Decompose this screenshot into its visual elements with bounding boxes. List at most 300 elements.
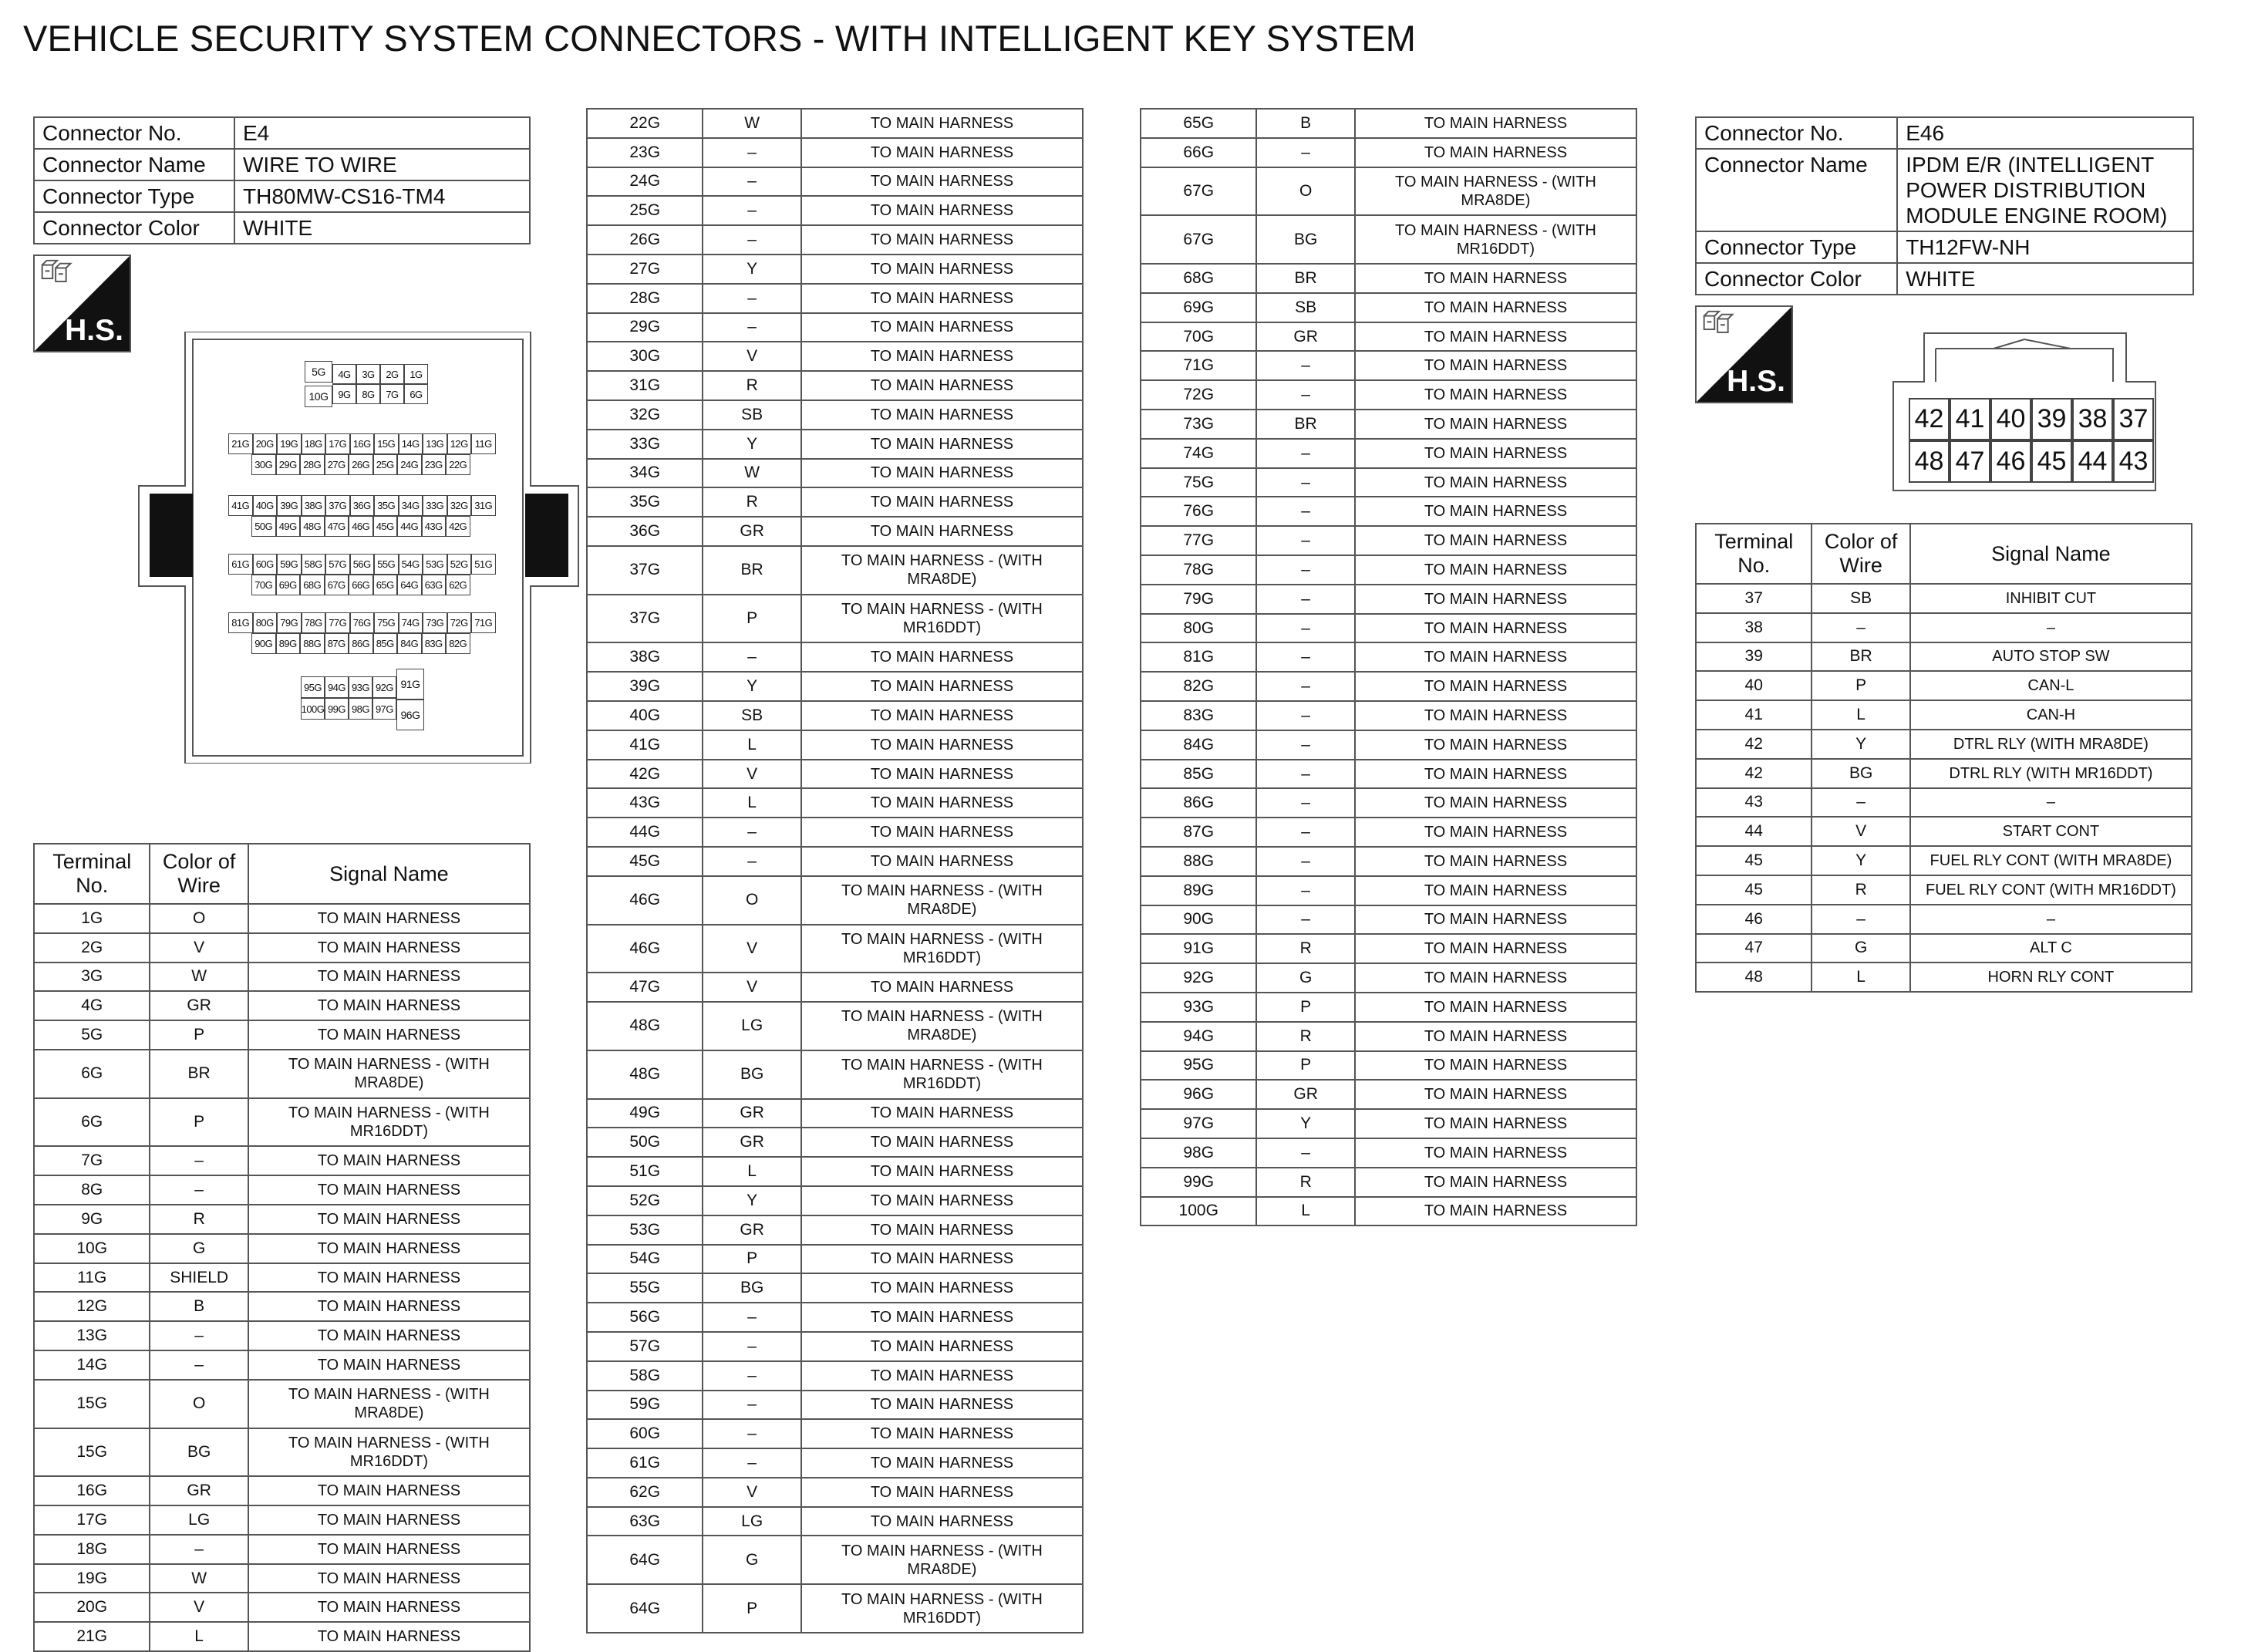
connector-cavity: 62G <box>446 575 470 595</box>
signal-name: TO MAIN HARNESS <box>1355 468 1636 497</box>
connector-cavity: 85G <box>373 633 398 654</box>
connector-cavity: 39G <box>277 495 302 516</box>
table-row <box>587 1303 1083 1332</box>
wire-color: BG <box>150 1428 248 1477</box>
connector-cavity: 86G <box>349 633 373 654</box>
connector-cavity: 61G <box>228 554 253 575</box>
connector-pin: 44 <box>2072 440 2113 483</box>
signal-name: TO MAIN HARNESS <box>1355 963 1636 993</box>
table-row <box>1141 905 1636 935</box>
signal-name: TO MAIN HARNESS <box>1355 585 1636 614</box>
connector-pin: 45 <box>2031 440 2072 483</box>
table-row <box>587 1245 1083 1274</box>
table-row <box>587 876 1083 925</box>
connector-cavity: 60G <box>253 554 278 575</box>
table-row <box>1141 963 1636 993</box>
wire-color: BG <box>703 1050 800 1099</box>
signal-name: TO MAIN HARNESS <box>1355 322 1636 352</box>
table-row <box>587 672 1083 701</box>
e4-connector-diagram <box>137 332 581 764</box>
signal-name: TO MAIN HARNESS <box>801 430 1083 459</box>
wire-color: – <box>1256 642 1354 672</box>
wire-color: BG <box>703 1273 800 1303</box>
terminal-no: 93G <box>1141 993 1256 1022</box>
table-row <box>1141 380 1636 410</box>
connector-cavity: 12G <box>447 433 472 454</box>
terminal-no: 30G <box>587 342 703 371</box>
signal-name: TO MAIN HARNESS <box>801 1099 1083 1128</box>
terminal-no: 92G <box>1141 963 1256 993</box>
table-row <box>587 1128 1083 1157</box>
signal-name: HORN RLY CONT <box>1910 963 2192 992</box>
table-row <box>34 1234 530 1263</box>
connector-cavity: 24G <box>397 454 422 475</box>
terminal-no: 42G <box>587 760 703 789</box>
signal-name: TO MAIN HARNESS <box>801 760 1083 789</box>
wire-color: V <box>1812 817 1909 846</box>
signal-name: TO MAIN HARNESS <box>1355 1138 1636 1168</box>
terminal-no: 94G <box>1141 1022 1256 1051</box>
terminal-no: 47 <box>1696 934 1812 963</box>
connector-cavity: 17G <box>325 433 350 454</box>
connector-cavity: 4G <box>332 364 356 384</box>
info-row <box>34 180 530 212</box>
column-header-signal: Signal Name <box>248 844 530 904</box>
hs-label: H.S. <box>1727 365 1785 398</box>
e46-connector-info-table <box>1695 116 2194 295</box>
terminal-no: 43G <box>587 788 703 818</box>
signal-name: TO MAIN HARNESS <box>1355 439 1636 468</box>
terminal-no: 39G <box>587 672 703 701</box>
connector-cavity: 64G <box>397 575 422 595</box>
info-value: TH80MW-CS16-TM4 <box>234 180 530 212</box>
terminal-no: 36G <box>587 517 703 546</box>
page-title: VEHICLE SECURITY SYSTEM CONNECTORS - WITH INTELLIGENT KEY SYSTEM <box>23 18 1417 59</box>
connector-cavity: 71G <box>471 612 496 633</box>
connector-pin: 37 <box>2113 398 2154 440</box>
table-row <box>1141 322 1636 352</box>
signal-name: TO MAIN HARNESS <box>1355 642 1636 672</box>
connector-cavity: 28G <box>300 454 325 475</box>
table-row <box>587 1099 1083 1128</box>
table-row <box>34 1321 530 1350</box>
table-row <box>587 730 1083 760</box>
table-row <box>587 138 1083 167</box>
terminal-no: 44G <box>587 818 703 847</box>
wire-color: – <box>1256 788 1354 818</box>
signal-name: TO MAIN HARNESS <box>248 1505 530 1535</box>
connector-pin: 41 <box>1950 398 1990 440</box>
terminal-no: 48 <box>1696 963 1812 992</box>
connector-cavity: 48G <box>300 516 325 537</box>
table-row <box>34 1428 530 1477</box>
terminal-no: 23G <box>587 138 703 167</box>
signal-name: TO MAIN HARNESS <box>801 1215 1083 1245</box>
connector-cavity: 83G <box>422 633 447 654</box>
table-row <box>1141 526 1636 555</box>
terminal-no: 49G <box>587 1099 703 1128</box>
connector-cavity: 67G <box>325 575 349 595</box>
signal-name: TO MAIN HARNESS - (WITH MRA8DE) <box>801 1536 1083 1584</box>
connector-cavity: 6G <box>404 384 428 404</box>
wire-color: P <box>150 1020 248 1050</box>
connector-cavity: 11G <box>471 433 496 454</box>
wire-color: R <box>703 371 800 400</box>
signal-name: TO MAIN HARNESS <box>1355 672 1636 701</box>
table-row <box>1696 934 2192 963</box>
table-row <box>1141 1080 1636 1109</box>
signal-name: TO MAIN HARNESS <box>801 255 1083 284</box>
table-row <box>34 1380 530 1428</box>
signal-name: TO MAIN HARNESS <box>801 1448 1083 1478</box>
wire-color: – <box>150 1350 248 1380</box>
table-row <box>1141 876 1636 905</box>
info-value: WHITE <box>234 212 530 244</box>
wire-color: G <box>150 1234 248 1263</box>
signal-name: TO MAIN HARNESS <box>1355 905 1636 935</box>
wire-color: L <box>703 730 800 760</box>
terminal-no: 64G <box>587 1536 703 1584</box>
wire-color: L <box>1812 700 1909 730</box>
table-row <box>1141 585 1636 614</box>
e4-terminal-table-2 <box>586 108 1084 1633</box>
table-row <box>1141 264 1636 293</box>
signal-name: TO MAIN HARNESS - (WITH MR16DDT) <box>248 1098 530 1147</box>
terminal-no: 57G <box>587 1332 703 1361</box>
terminal-no: 82G <box>1141 672 1256 701</box>
connector-cavity: 44G <box>397 516 422 537</box>
connector-cavity: 27G <box>325 454 349 475</box>
signal-name: TO MAIN HARNESS - (WITH MRA8DE) <box>801 876 1083 925</box>
wire-color: G <box>1256 963 1354 993</box>
hs-label: H.S. <box>65 314 123 347</box>
terminal-no: 45 <box>1696 875 1812 905</box>
info-row <box>34 117 530 149</box>
connector-cavity: 7G <box>380 384 404 404</box>
table-row <box>34 1020 530 1050</box>
signal-name: TO MAIN HARNESS - (WITH MRA8DE) <box>248 1050 530 1098</box>
wire-color: – <box>1256 526 1354 555</box>
table-row <box>1696 584 2192 613</box>
table-row <box>1141 672 1636 701</box>
connector-cavity: 59G <box>277 554 302 575</box>
signal-name: TO MAIN HARNESS <box>801 225 1083 255</box>
table-row <box>1141 109 1636 138</box>
signal-name: TO MAIN HARNESS - (WITH MR16DDT) <box>801 925 1083 973</box>
signal-name: TO MAIN HARNESS <box>801 400 1083 430</box>
wire-color: W <box>150 963 248 992</box>
table-row <box>34 963 530 992</box>
terminal-no: 51G <box>587 1157 703 1186</box>
connector-cavity: 66G <box>349 575 373 595</box>
terminal-no: 5G <box>34 1020 150 1050</box>
terminal-no: 41 <box>1696 700 1812 730</box>
connector-cavity: 16G <box>350 433 375 454</box>
connector-cavity: 76G <box>350 612 375 633</box>
table-row <box>1696 642 2192 672</box>
table-row <box>34 1476 530 1505</box>
table-row <box>587 225 1083 255</box>
wire-color: – <box>703 1361 800 1391</box>
signal-name: AUTO STOP SW <box>1910 642 2192 672</box>
connector-cavity: 75G <box>374 612 399 633</box>
terminal-no: 7G <box>34 1146 150 1175</box>
connector-cavity: 46G <box>349 516 373 537</box>
signal-name: TO MAIN HARNESS <box>801 1332 1083 1361</box>
table-row <box>587 1478 1083 1507</box>
connector-cavity: 55G <box>374 554 399 575</box>
connector-cavity: 94G <box>325 676 349 698</box>
info-row <box>34 149 530 180</box>
wire-color: L <box>150 1622 248 1651</box>
wire-color: L <box>703 1157 800 1186</box>
table-row <box>1696 613 2192 642</box>
terminal-no: 95G <box>1141 1051 1256 1081</box>
column-header-signal: Signal Name <box>1910 524 2192 584</box>
signal-name: TO MAIN HARNESS <box>248 1205 530 1234</box>
table-row <box>34 1205 530 1234</box>
connector-pin: 47 <box>1950 440 1990 483</box>
signal-name: TO MAIN HARNESS <box>248 1234 530 1263</box>
terminal-no: 77G <box>1141 526 1256 555</box>
connector-pin: 40 <box>1990 398 2031 440</box>
connector-cavity: 30G <box>251 454 276 475</box>
connector-cavity: 31G <box>471 495 496 516</box>
wire-color: GR <box>1256 322 1354 352</box>
header-row <box>1696 524 2192 584</box>
table-row <box>1141 1138 1636 1168</box>
terminal-no: 15G <box>34 1380 150 1428</box>
wire-color: P <box>703 1245 800 1274</box>
connector-cavity: 43G <box>422 516 447 537</box>
terminal-no: 4G <box>34 991 150 1020</box>
signal-name: TO MAIN HARNESS <box>801 109 1083 138</box>
wire-color: W <box>703 109 800 138</box>
connector-cavity: 15G <box>374 433 399 454</box>
wire-color: GR <box>703 1128 800 1157</box>
connector-cavity: 26G <box>349 454 373 475</box>
connector-cavity: 3G <box>356 364 380 384</box>
wire-color: O <box>703 876 800 925</box>
table-row <box>1141 1197 1636 1226</box>
signal-name: START CONT <box>1910 817 2192 846</box>
connector-cavity: 52G <box>447 554 472 575</box>
table-row <box>1141 934 1636 963</box>
connector-cavity: 19G <box>277 433 302 454</box>
table-row <box>587 818 1083 847</box>
terminal-no: 48G <box>587 1002 703 1050</box>
table-row <box>1141 1051 1636 1081</box>
terminal-no: 42 <box>1696 730 1812 759</box>
table-row <box>1696 905 2192 934</box>
terminal-no: 87G <box>1141 818 1256 847</box>
terminal-no: 16G <box>34 1476 150 1505</box>
signal-name: TO MAIN HARNESS <box>801 284 1083 313</box>
table-row <box>587 487 1083 517</box>
wire-color: SB <box>703 400 800 430</box>
signal-name: TO MAIN HARNESS <box>1355 993 1636 1022</box>
terminal-no: 91G <box>1141 934 1256 963</box>
e4-terminal-table-1 <box>33 843 531 1652</box>
table-row <box>1141 701 1636 730</box>
table-row <box>1696 700 2192 730</box>
table-row <box>34 1292 530 1321</box>
signal-name: TO MAIN HARNESS <box>1355 497 1636 526</box>
table-row <box>587 973 1083 1002</box>
signal-name: TO MAIN HARNESS <box>801 167 1083 197</box>
terminal-no: 29G <box>587 313 703 342</box>
wire-color: GR <box>1256 1080 1354 1109</box>
wire-color: V <box>150 1593 248 1622</box>
terminal-no: 99G <box>1141 1168 1256 1197</box>
table-row <box>587 1507 1083 1536</box>
wire-color: V <box>703 342 800 371</box>
connector-cavity: 35G <box>374 495 399 516</box>
wire-color: – <box>1256 818 1354 847</box>
table-row <box>587 313 1083 342</box>
wire-color: G <box>703 1536 800 1584</box>
signal-name: TO MAIN HARNESS <box>1355 760 1636 789</box>
wire-color: Y <box>703 255 800 284</box>
info-row <box>34 212 530 244</box>
terminal-no: 9G <box>34 1205 150 1234</box>
terminal-no: 63G <box>587 1507 703 1536</box>
wire-color: W <box>150 1564 248 1593</box>
info-row <box>1696 263 2193 295</box>
wire-color: P <box>1256 1051 1354 1081</box>
signal-name: TO MAIN HARNESS <box>1355 410 1636 439</box>
info-row <box>1696 149 2193 231</box>
signal-name: FUEL RLY CONT (WITH MR16DDT) <box>1910 875 2192 905</box>
wire-color: BR <box>150 1050 248 1098</box>
connector-pin: 38 <box>2072 398 2113 440</box>
signal-name: TO MAIN HARNESS <box>248 1350 530 1380</box>
wire-color: L <box>703 788 800 818</box>
table-row <box>1141 1168 1636 1197</box>
terminal-no: 32G <box>587 400 703 430</box>
wire-color: – <box>703 196 800 225</box>
info-key: Connector Type <box>34 180 234 212</box>
connector-cavity: 10G <box>305 386 332 407</box>
wire-color: – <box>1256 701 1354 730</box>
connector-cavity: 95G <box>301 676 325 698</box>
terminal-no: 76G <box>1141 497 1256 526</box>
terminal-no: 1G <box>34 904 150 933</box>
table-row <box>587 546 1083 595</box>
table-row <box>1696 671 2192 700</box>
connector-cavity: 47G <box>325 516 349 537</box>
terminal-no: 66G <box>1141 138 1256 167</box>
terminal-no: 58G <box>587 1361 703 1391</box>
connector-cavity: 69G <box>276 575 301 595</box>
terminal-no: 46 <box>1696 905 1812 934</box>
table-row <box>587 701 1083 730</box>
wire-color: – <box>150 1146 248 1175</box>
wire-color: Y <box>703 430 800 459</box>
signal-name: TO MAIN HARNESS <box>801 517 1083 546</box>
connector-cavity: 63G <box>422 575 447 595</box>
wire-color: O <box>150 904 248 933</box>
signal-name: – <box>1910 788 2192 818</box>
connector-cavity: 20G <box>253 433 278 454</box>
connector-cavity: 72G <box>447 612 472 633</box>
connector-cavity: 92G <box>372 676 396 698</box>
wire-color: O <box>150 1380 248 1428</box>
table-row <box>587 400 1083 430</box>
table-row <box>1141 1022 1636 1051</box>
wire-color: – <box>1256 905 1354 935</box>
signal-name: TO MAIN HARNESS <box>248 904 530 933</box>
table-row <box>587 342 1083 371</box>
info-row <box>1696 117 2193 149</box>
wire-color: R <box>703 487 800 517</box>
wire-color: Y <box>1812 846 1909 875</box>
info-value: E46 <box>1897 117 2193 149</box>
signal-name: TO MAIN HARNESS <box>801 1507 1083 1536</box>
signal-name: TO MAIN HARNESS <box>1355 934 1636 963</box>
wire-color: – <box>1256 847 1354 876</box>
connector-pin: 46 <box>1990 440 2031 483</box>
signal-name: TO MAIN HARNESS <box>248 1292 530 1321</box>
table-row <box>34 1535 530 1564</box>
terminal-no: 17G <box>34 1505 150 1535</box>
signal-name: TO MAIN HARNESS <box>248 1564 530 1593</box>
wire-color: LG <box>703 1507 800 1536</box>
wire-color: P <box>1812 671 1909 700</box>
header-row <box>34 844 530 904</box>
connector-cavity: 54G <box>399 554 423 575</box>
terminal-no: 43 <box>1696 788 1812 818</box>
signal-name: TO MAIN HARNESS - (WITH MRA8DE) <box>801 546 1083 595</box>
connector-cavity: 90G <box>251 633 276 654</box>
wire-color: – <box>703 1419 800 1448</box>
terminal-no: 38G <box>587 642 703 672</box>
connector-cavity: 96G <box>396 700 424 730</box>
wire-color: – <box>1256 876 1354 905</box>
connector-cavity: 70G <box>251 575 276 595</box>
connector-cavity: 18G <box>302 433 326 454</box>
signal-name: TO MAIN HARNESS <box>1355 1168 1636 1197</box>
table-row <box>587 1536 1083 1584</box>
table-row <box>1696 788 2192 818</box>
terminal-no: 22G <box>587 109 703 138</box>
column-header-terminal: Terminal No. <box>1696 524 1812 584</box>
wire-color: P <box>150 1098 248 1147</box>
wire-color: – <box>1256 380 1354 410</box>
connector-cavity: 81G <box>228 612 253 633</box>
signal-name: ALT C <box>1910 934 2192 963</box>
signal-name: TO MAIN HARNESS <box>1355 876 1636 905</box>
signal-name: TO MAIN HARNESS <box>248 1593 530 1622</box>
harness-side-icon-e46 <box>1695 305 1793 403</box>
signal-name: TO MAIN HARNESS <box>248 1321 530 1350</box>
signal-name: TO MAIN HARNESS <box>1355 1022 1636 1051</box>
signal-name: TO MAIN HARNESS <box>248 1622 530 1651</box>
info-value: WHITE <box>1897 263 2193 295</box>
signal-name: – <box>1910 613 2192 642</box>
terminal-no: 73G <box>1141 410 1256 439</box>
terminal-no: 44 <box>1696 817 1812 846</box>
info-value: E4 <box>234 117 530 149</box>
terminal-no: 46G <box>587 925 703 973</box>
info-key: Connector Name <box>34 149 234 180</box>
table-row <box>587 284 1083 313</box>
wire-color: – <box>1256 497 1354 526</box>
signal-name: TO MAIN HARNESS - (WITH MR16DDT) <box>248 1428 530 1477</box>
connector-pin: 42 <box>1909 398 1950 440</box>
signal-name: TO MAIN HARNESS - (WITH MRA8DE) <box>801 1002 1083 1050</box>
info-key: Connector Color <box>34 212 234 244</box>
